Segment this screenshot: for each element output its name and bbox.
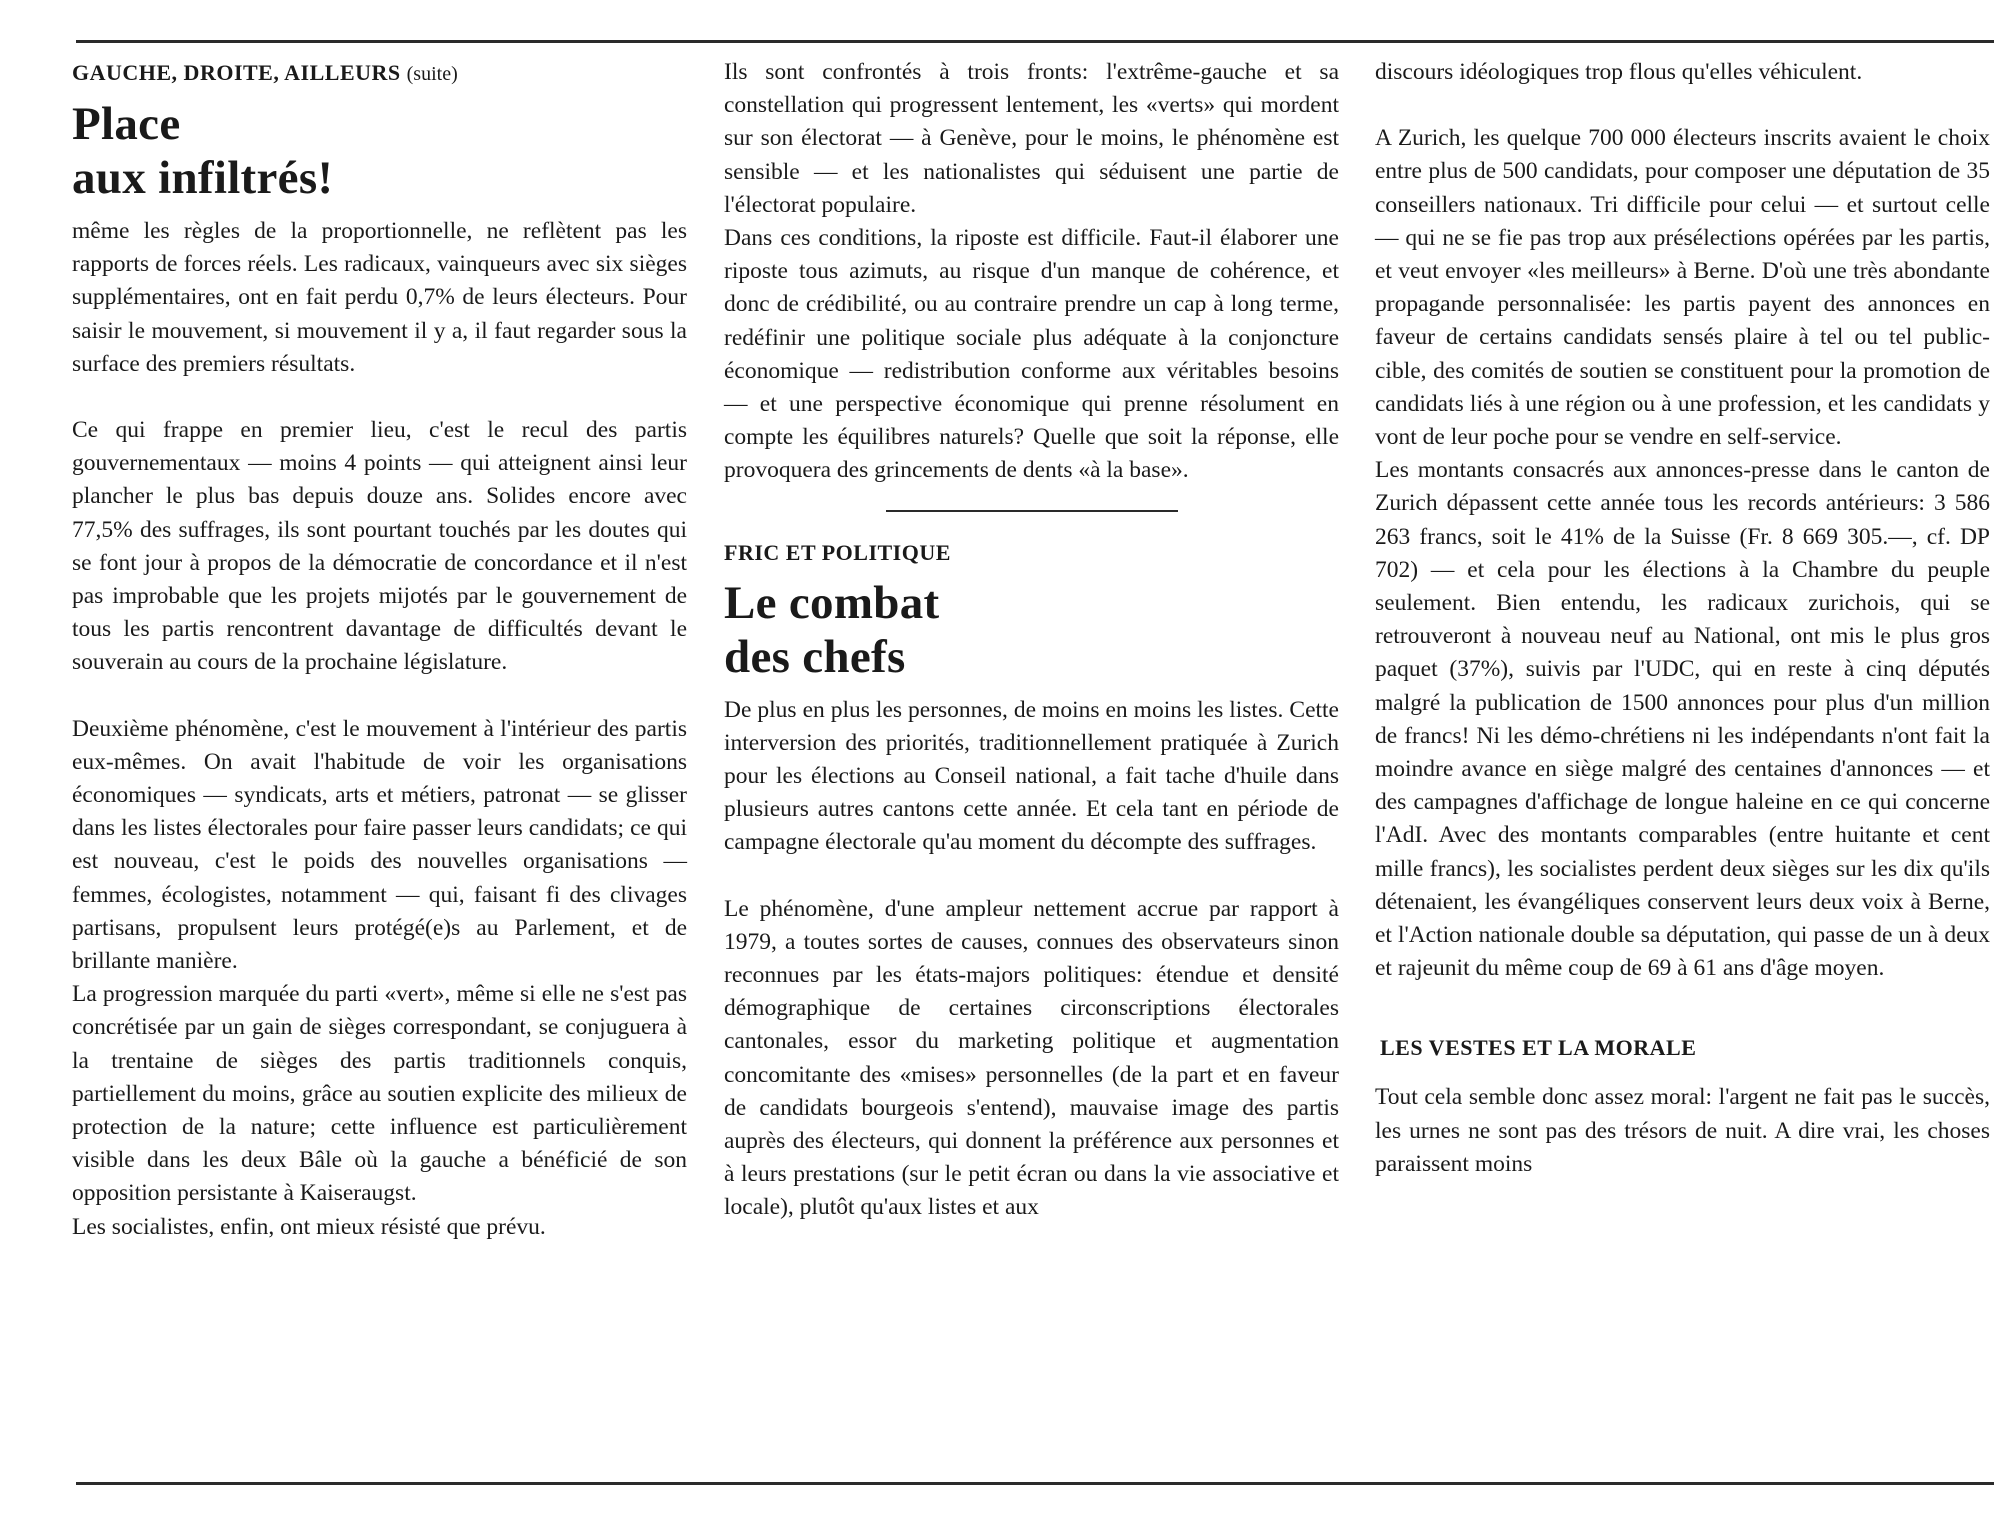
paragraph: même les règles de la proportionnelle, ne reflètent pas les rapports de forces réels. Les radicaux, vainqueurs avec six sièges supplémentaires, ont en fait perdu 0,7% de leurs électeurs. Pour saisir le mouvement, si mouvement il y a, il faut regarder sous la surface des premiers résultats.: [72, 218, 687, 377]
paragraph: De plus en plus les personnes, de moins en moins les listes. Cette interversion des priorités, traditionnellement pratiquée à Zurich pour les élections au Conseil national, a fait tache d'huile dans plusieurs autres cantons cette année. Et cela tant en période de campagne électorale qu'au moment du décompte des suffrages.: [724, 696, 1339, 856]
paragraph: Dans ces conditions, la riposte est difficile. Faut-il élaborer une riposte tous azimuts, au risque d'un manque de cohérence, et donc de crédibilité, ou au contraire prendre un cap à long terme, redéfinir une politique sociale plus adéquate à la conjoncture économique — redistribution conforme aux véritables besoins — et une perspective économique qui prenne résolument en compte les équilibres naturels? Quelle que soit la réponse, elle provoquera des grincements de dents «à la base».: [724, 225, 1339, 484]
paragraph: Ils sont confrontés à trois fronts: l'extrême-gauche et sa constellation qui progressent lentement, les «verts» qui mordent sur son électorat — à Genève, pour le moins, le phénomène est sensible — et les nationalistes qui séduisent une partie de l'électorat populaire.: [724, 59, 1339, 218]
paragraph: Les socialistes, enfin, ont mieux résisté que prévu.: [72, 1213, 546, 1240]
section-kicker: [72, 56, 687, 91]
bottom-rule: [76, 1482, 1994, 1485]
column-1: [72, 56, 687, 1244]
paragraph: Ce qui frappe en premier lieu, c'est le recul des partis gouvernementaux — moins 4 points — qui atteignent ainsi leur plancher le plus bas depuis douze ans. Solides encore avec 77,5% des suffrages, ils sont pourtant touchés par les doutes qui se font jour à propos de la démocratie de concordance et il n'est pas improbable que les projets mijotés par le gouvernement de tous les partis rencontrent davantage de difficultés devant le souverain au cours de la prochaine législature.: [72, 417, 687, 676]
kicker-text: GAUCHE, DROITE, AILLEURS: [72, 60, 401, 85]
top-rule: [76, 40, 1994, 43]
article-headline: [724, 576, 1339, 684]
paragraph: La progression marquée du parti «vert», même si elle ne s'est pas concrétisée par un gain de sièges correspondant, se conjuguera à la trentaine de sièges des partis traditionnels conquis, partiellement du moins, grâce au soutien explicite des milieux de protection de la nature; cette influence est particulièrement visible dans les deux Bâle où la gauche a bénéficié de son opposition persistante à Kaiseraugst.: [72, 981, 687, 1207]
paragraph: Tout cela semble donc assez moral: l'argent ne fait pas le succès, les urnes ne sont pas des trésors de nuit. A dire vrai, les choses paraissent moins: [1375, 1084, 1990, 1177]
section-kicker: FRIC ET POLITIQUE: [724, 539, 951, 565]
paragraph: Les montants consacrés aux annonces-presse dans le canton de Zurich dépassent cette année tous les records antérieurs: 3 586 263 francs, soit le 41% de la Suisse (Fr. 8 669 305.—, cf. DP 702) — et cela pour les élections à la Chambre du peuple seulement. Bien entendu, les radicaux zurichois, qui se retrouveront à nouveau neuf au National, ont mis le plus gros paquet (37%), suivis par l'UDC, qui en reste à cinq députés malgré la publication de 1500 annonces pour plus d'un million de francs! Ni les démo-chrétiens ni les indépendants n'ont fait la moindre avance en siège malgré des centaines d'annonces — et des campagnes d'affichage de longue haleine en ce qui concerne l'AdI. Avec des montants comparables (entre huitante et cent mille francs), les socialistes perdent deux sièges sur les dix qu'ils détenaient, les évangéliques conservent leurs deux voix à Berne, et l'Action nationale double sa députation, qui passe de un à deux et rajeunit du même coup de 69 à 61 ans d'âge moyen.: [1375, 457, 1990, 982]
headline-line-1: Le combat: [724, 576, 940, 629]
column-2: [724, 56, 1339, 1225]
paragraph: Deuxième phénomène, c'est le mouvement à l'intérieur des partis eux-mêmes. On avait l'habitude de voir les organisations économiques — syndicats, arts et métiers, patronat — se glisser dans les listes électorales pour faire passer leurs candidats; ce qui est nouveau, c'est le poids des nouvelles organisations — femmes, écologistes, notamment — qui, faisant fi des clivages partisans, propulsent leurs protégé(e)s au Parlement, et de brillante manière.: [72, 715, 687, 975]
column-3: [1375, 56, 1990, 1181]
paragraph: A Zurich, les quelque 700 000 électeurs inscrits avaient le choix entre plus de 500 candidats, pour composer une députation de 35 conseillers nationaux. Tri difficile pour celui — et surtout celle — qui ne se fie pas trop aux présélections opérées par les partis, et veut envoyer «les meilleurs» à Berne. D'où une très abondante propagande personnalisée: les partis payent des annonces en faveur de certains candidats sensés plaire à tel ou tel public-cible, des comités de soutien se constituent pour la promotion de candidats liés à une région ou à une profession, et les candidats y vont de leur poche pour se vendre en self-service.: [1375, 125, 1990, 451]
headline-line-2: des chefs: [724, 630, 906, 683]
article-headline: [72, 97, 687, 205]
paragraph: discours idéologiques trop flous qu'elles véhiculent.: [1375, 59, 1863, 85]
headline-line-1: Place: [72, 98, 181, 150]
headline-line-2: aux infiltrés!: [72, 152, 334, 204]
section-subhead: LES VESTES ET LA MORALE: [1380, 1035, 1697, 1061]
kicker-suffix: (suite): [406, 63, 458, 85]
section-divider: [886, 510, 1178, 512]
paragraph: Le phénomène, d'une ampleur nettement accrue par rapport à 1979, a toutes sortes de causes, connues des observateurs sinon reconnues par les états-majors politiques: étendue et densité démographique de certaines circonscriptions électorales cantonales, essor du marketing politique et augmentation concomitante des «mises» personnelles (de la part et en faveur de candidats bourgeois s'entend), mauvaise image des partis auprès des électeurs, qui donnent la préférence aux personnes et à leurs prestations (sur le petit écran ou dans la vie associative et locale), plutôt qu'aux listes et aux: [724, 895, 1339, 1221]
